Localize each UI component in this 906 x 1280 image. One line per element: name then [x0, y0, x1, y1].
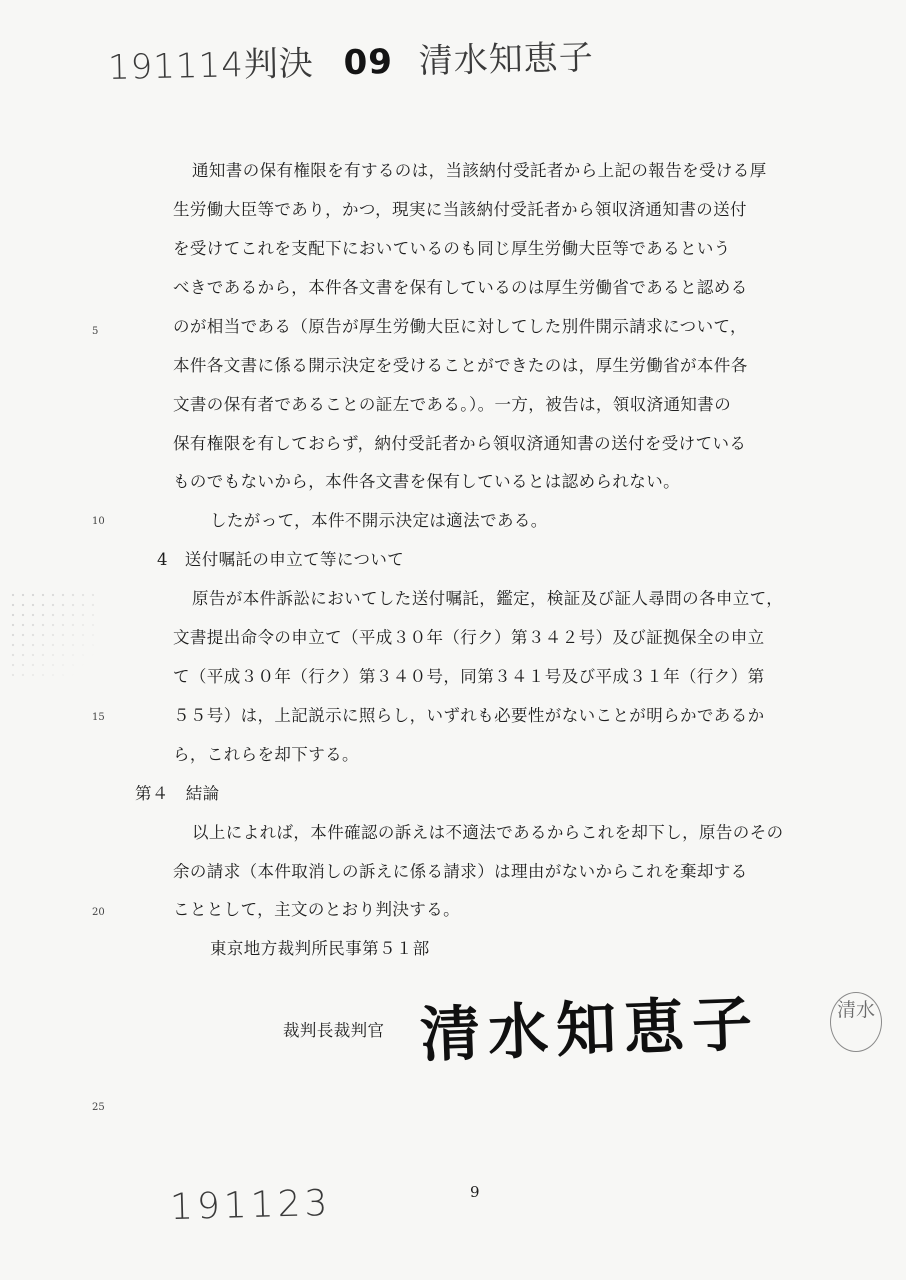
handwritten-header [107, 30, 594, 89]
text-line: を受けてこれを支配下においているのも同じ厚生労働大臣等であるという [173, 239, 731, 258]
text-line: ら，これらを却下する。 [173, 745, 359, 764]
text-line: べきであるから，本件各文書を保有しているのは厚生労働省であると認める [173, 278, 748, 297]
text-line: 原告が本件訴訟においてした送付嘱託，鑑定，検証及び証人尋問の各申立て， [192, 589, 784, 608]
text-line: て（平成３０年（行ク）第３４０号，同第３４１号及び平成３１年（行ク）第 [173, 667, 765, 686]
text-line: こととして，主文のとおり判決する。 [173, 900, 460, 919]
handwritten-name: 清水知恵子 [418, 37, 595, 82]
text-line: ５５号）は，上記説示に照らし，いずれも必要性がないことが明らかであるか [173, 706, 765, 725]
line-number-25: 25 [92, 1102, 105, 1113]
text-line: のが相当である（原告が厚生労働大臣に対してした別件開示請求について， [173, 317, 747, 336]
text-line: 通知書の保有権限を有するのは，当該納付受託者から上記の報告を受ける厚 [192, 161, 767, 180]
line-number-20: 20 [92, 907, 105, 918]
court-name: 東京地方裁判所民事第５１部 [210, 939, 430, 958]
text-line: 余の請求（本件取消しの訴えに係る請求）は理由がないからこれを棄却する [173, 862, 748, 881]
line-number-15: 15 [92, 712, 105, 723]
text-line: 生労働大臣等であり，かつ，現実に当該納付受託者から領収済通知書の送付 [173, 200, 747, 219]
handwritten-date: 191114判決 [107, 43, 315, 88]
line-number-10: 10 [92, 516, 105, 527]
text-line: 以上によれば，本件確認の訴えは不適法であるからこれを却下し，原告のその [192, 823, 784, 842]
scan-dot-pattern [8, 590, 98, 680]
judge-signature: 清水知恵子 [419, 989, 762, 1071]
line-number-5: 5 [92, 326, 99, 337]
text-line: 本件各文書に係る開示決定を受けることができたのは，厚生労働省が本件各 [173, 356, 748, 375]
handwritten-number: 09 [343, 42, 394, 84]
judge-title: 裁判長裁判官 [283, 1021, 385, 1040]
text-line: 文書提出命令の申立て（平成３０年（行ク）第３４２号）及び証拠保全の申立 [173, 628, 765, 647]
text-line: 文書の保有者であることの証左である。）。一方，被告は，領収済通知書の [173, 395, 732, 414]
handwritten-footer-date: 191123 [169, 1182, 332, 1229]
text-line: ものでもないから，本件各文書を保有しているとは認められない。 [173, 472, 680, 491]
section-heading: 4 送付嘱託の申立て等について [157, 550, 405, 569]
text-line: したがって，本件不開示決定は適法である。 [210, 511, 548, 530]
page-number: 9 [470, 1183, 480, 1201]
seal-stamp: 清水 [830, 992, 882, 1052]
section-heading: 第４ 結論 [135, 784, 220, 803]
text-line: 保有権限を有しておらず，納付受託者から領収済通知書の送付を受けている [173, 434, 747, 453]
